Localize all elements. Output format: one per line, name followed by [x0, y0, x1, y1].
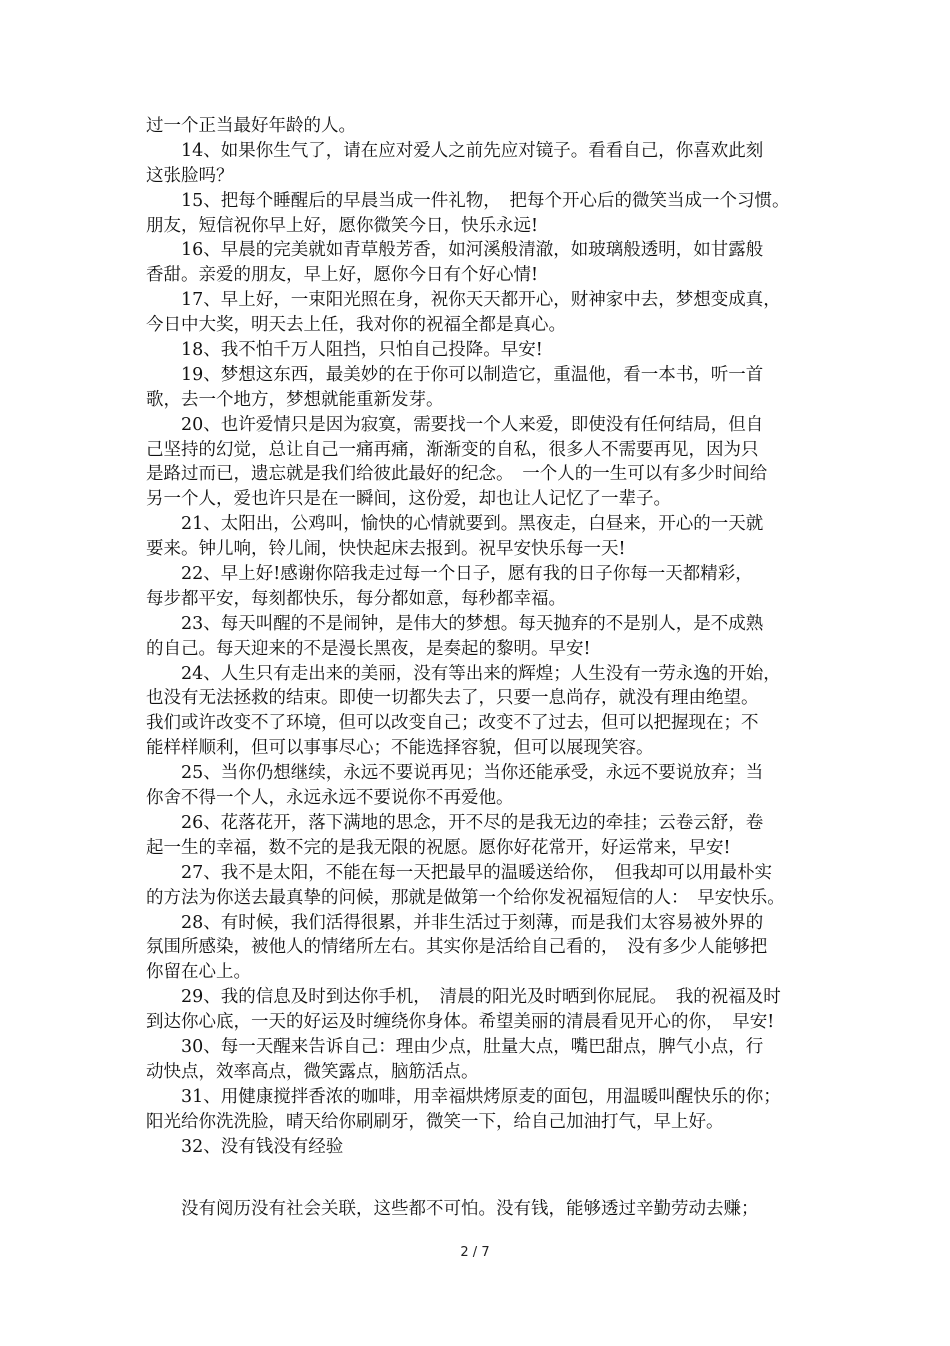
text-line: 的自己。每天迎来的不是漫长黑夜，是奏起的黎明。早安!: [146, 638, 591, 659]
text-line: 29、我的信息及时到达你手机， 清晨的阳光及时晒到你屁屁。 我的祝福及时: [181, 987, 781, 1008]
text-line: 26、花落花开，落下满地的思念，开不尽的是我无边的牵挂；云卷云舒，卷: [181, 812, 764, 833]
text-line: 14、如果你生气了，请在应对爱人之前先应对镜子。看看自己，你喜欢此刻: [181, 140, 764, 161]
text-line: 19、梦想这东西，最美妙的在于你可以制造它，重温他，看一本书，听一首: [181, 364, 764, 385]
text-line: 要来。钟儿响，铃儿闹，快快起床去报到。祝早安快乐每一天!: [146, 539, 626, 560]
text-line: 21、太阳出，公鸡叫，愉快的心情就要到。黑夜走，白昼来，开心的一天就: [181, 514, 764, 535]
text-line: 你留在心上。: [146, 962, 251, 983]
text-line: 能样样顺利，但可以事事尽心；不能选择容貌，但可以展现笑容。: [146, 738, 654, 759]
text-line: 22、早上好!感谢你陪我走过每一个日子，愿有我的日子你每一天都精彩，: [181, 564, 753, 585]
text-line: 起一生的幸福，数不完的是我无限的祝愿。愿你好花常开，好运常来，早安!: [146, 837, 731, 858]
text-line: 朋友，短信祝你早上好，愿你微笑今日，快乐永远!: [146, 215, 539, 236]
text-line: 歌，去一个地方，梦想就能重新发芽。: [146, 389, 444, 410]
text-line: 17、早上好，一束阳光照在身，祝你天天都开心，财神家中去，梦想变成真，: [181, 290, 781, 311]
text-line: 是路过而已，遗忘就是我们给彼此最好的纪念。 一个人的一生可以有多少时间给: [146, 464, 768, 485]
text-line: 的方法为你送去最真挚的问候，那就是做第一个给你发祝福短信的人： 早安快乐。: [146, 887, 785, 908]
text-line: 这张脸吗？: [146, 165, 234, 186]
text-line: 15、把每个睡醒后的早晨当成一件礼物， 把每个开心后的微笑当成一个习惯。: [181, 190, 790, 211]
text-line: 没有阅历没有社会关联，这些都不可怕。没有钱，能够透过辛勤劳动去赚；: [181, 1199, 759, 1220]
text-line: 31、用健康搅拌香浓的咖啡，用幸福烘烤原麦的面包，用温暖叫醒快乐的你；: [181, 1086, 781, 1107]
body-text: [146, 114, 806, 1222]
text-line: 24、人生只有走出来的美丽，没有等出来的辉煌；人生没有一劳永逸的开始，: [181, 663, 781, 684]
text-line: 23、每天叫醒的不是闹钟，是伟大的梦想。每天抛弃的不是别人，是不成熟: [181, 613, 764, 634]
text-line: 香甜。亲爱的朋友，早上好，愿你今日有个好心情!: [146, 265, 539, 286]
text-line: 20、也许爱情只是因为寂寞，需要找一个人来爱，即使没有任何结局，但自: [181, 414, 764, 435]
text-line: 我们或许改变不了环境，但可以改变自己；改变不了过去，但可以把握现在；不: [146, 713, 759, 734]
text-line: 今日中大奖，明天去上任，我对你的祝福全都是真心。: [146, 315, 566, 336]
text-line: 过一个正当最好年龄的人。: [146, 116, 356, 136]
text-line: 28、有时候，我们活得很累，并非生活过于刻薄，而是我们太容易被外界的: [181, 912, 764, 933]
text-line: 己坚持的幻觉，总让自己一痛再痛，渐渐变的自私，很多人不需要再见，因为只: [146, 439, 759, 460]
text-line: 16、早晨的完美就如青草般芳香，如河溪般清澈，如玻璃般透明，如甘露般: [181, 240, 764, 261]
text-line: 另一个人，爱也许只是在一瞬间，这份爱，却也让人记忆了一辈子。: [146, 489, 671, 510]
text-line: 27、我不是太阳，不能在每一天把最早的温暖送给你， 但我却可以用最朴实: [181, 862, 773, 883]
page-number: 2 / 7: [460, 1245, 490, 1260]
text-line: 氛围所感染，被他人的情绪所左右。其实你是活给自己看的， 没有多少人能够把: [146, 937, 768, 958]
text-line: 每步都平安，每刻都快乐，每分都如意，每秒都幸福。: [146, 588, 566, 609]
text-line: 25、当你仍想继续，永远不要说再见；当你还能承受，永远不要说放弃；当: [181, 763, 764, 784]
paragraph-gap: [146, 1159, 806, 1197]
text-line: 也没有无法拯救的结束。即使一切都失去了，只要一息尚存，就没有理由绝望。: [146, 688, 759, 709]
text-line: 到达你心底，一天的好运及时缠绕你身体。希望美丽的清晨看见开心的你， 早安!: [146, 1012, 775, 1033]
text-line: 阳光给你洗洗脸，晴天给你刷刷牙，微笑一下，给自己加油打气，早上好。: [146, 1111, 724, 1132]
text-line: 30、每一天醒来告诉自己：理由少点，肚量大点，嘴巴甜点，脾气小点，行: [181, 1036, 764, 1057]
text-line: 32、没有钱没有经验: [181, 1136, 344, 1157]
text-line: 你舍不得一个人，永远永远不要说你不再爱他。: [146, 788, 514, 809]
text-line: 动快点，效率高点，微笑露点，脑筋活点。: [146, 1061, 479, 1082]
text-line: 18、我不怕千万人阻挡，只怕自己投降。早安!: [181, 340, 543, 361]
